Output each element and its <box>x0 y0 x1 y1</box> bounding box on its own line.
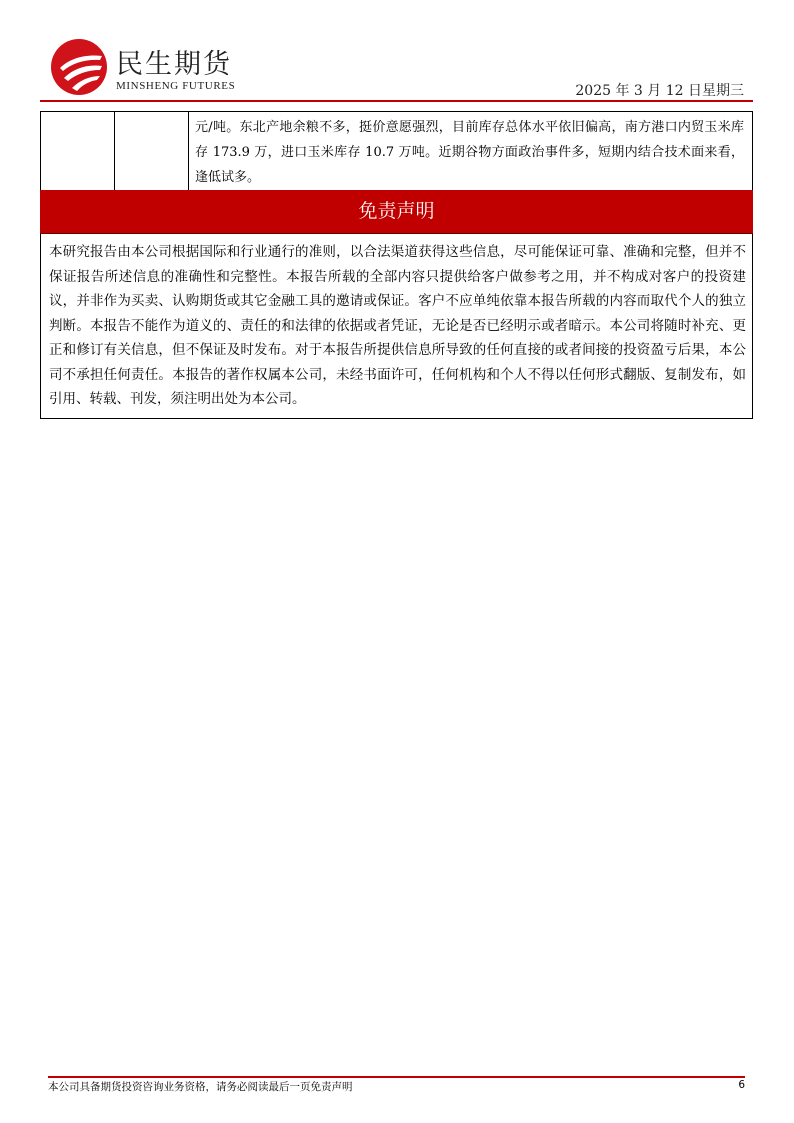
page-number: 6 <box>738 1079 745 1091</box>
header-divider <box>40 100 753 102</box>
disclaimer-box <box>40 234 753 419</box>
footer-notice: 本公司具备期货投资咨询业务资格，请务必阅读最后一页免责声明 <box>48 1081 353 1093</box>
brand-name-en: MINSHENG FUTURES <box>116 80 236 92</box>
table-cell-empty <box>115 112 189 197</box>
footer-divider <box>48 1076 745 1078</box>
page-header <box>50 38 744 98</box>
disclaimer-title: 免责声明 <box>40 190 753 234</box>
table-cell-text: 元/吨。东北产地余粮不多，挺价意愿强烈，目前库存总体水平依旧偏高，南方港口内贸玉米库存 173.9 万，进口玉米库存 10.7 万吨。近期谷物方面政治事件多，短期内结合技术面来看，逢低试多。 <box>189 112 753 197</box>
report-date: 2025 年 3 月 12 日星期三 <box>575 83 744 99</box>
table-row <box>41 112 753 197</box>
minsheng-logo-icon <box>50 38 108 96</box>
brand-name-cn: 民生期货 <box>116 49 232 80</box>
disclaimer-body: 本研究报告由本公司根据国际和行业通行的准则，以合法渠道获得这些信息，尽可能保证可靠、准确和完整，但并不保证报告所述信息的准确性和完整性。本报告所载的全部内容只提供给客户做参考之用，并不构成对客户的投资建议，并非作为买卖、认购期货或其它金融工具的邀请或保证。客户不应单纯依靠本报告所载的内容而取代个人的独立判断。本报告不能作为道义的、责任的和法律的依据或者凭证，无论是否已经明示或者暗示。本公司将随时补充、更正和修订有关信息，但不保证及时发布。对于本报告所提供信息所导致的任何直接的或者间接的投资盈亏后果，本公司不承担任何责任。本报告的著作权属本公司，未经书面许可，任何机构和个人不得以任何形式翻版、复制发布，如引用、转载、刊发，须注明出处为本公司。 <box>49 244 746 407</box>
continued-table <box>40 111 753 197</box>
table-cell-empty <box>41 112 115 197</box>
